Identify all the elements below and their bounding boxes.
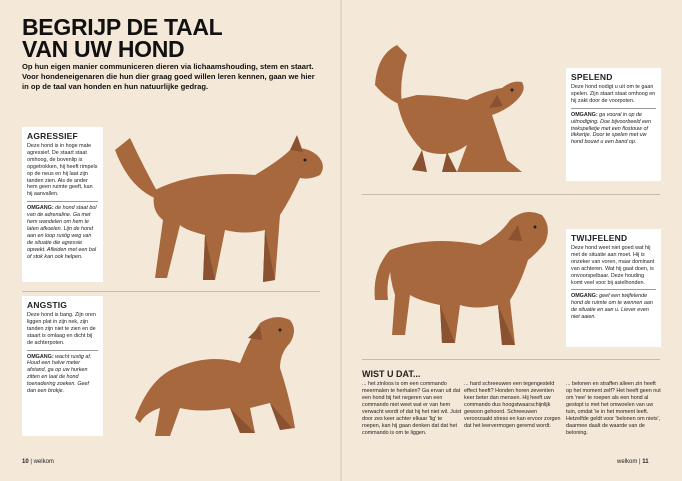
angstig-heading: ANGSTIG (27, 300, 68, 310)
twijfelend-tip-text: geef een twijfelende hond de ruimte om te wennen aan de situatie en aan u. Liever even niet aaien. (571, 293, 653, 321)
fearful-dog-illustration (130, 308, 305, 443)
divider (27, 201, 98, 202)
agressief-box (22, 127, 103, 282)
section-separator (22, 291, 320, 292)
angstig-tip-text: wacht rustig af. Houd een halve meter afstand, ga op uw hurken zitten en laat de hond toenadering zoeken. Geef dan een brokje. (27, 353, 92, 395)
left-page-number: 10 (22, 459, 29, 465)
divider (571, 108, 656, 109)
agressief-heading: AGRESSIEF (27, 131, 78, 141)
right-page-number: 11 (642, 459, 649, 465)
agressief-tip-text: de hond staat bol van de adrenaline. Ga met hem wandelen om hem te laten afkoelen. Lijn de hond aan en loop rustig weg van de situatie die agressie opwekt. Afleiden met een bal of stok kan ook helpen. (27, 205, 97, 260)
twijfelend-box (566, 229, 661, 347)
divider (27, 350, 98, 351)
spelend-heading: SPELEND (571, 72, 613, 82)
twijfelend-body: Deze hond weet niet goed wat hij met de situatie aan moet. Hij is onzeker van voren, maar dominant van achteren. Wat hij gaat doen, is onvoorspelbaar. Deze houding komt veel voor bij asielhonden. (571, 245, 655, 286)
spelend-tip-text: ga vooral in op de uitnodiging. Doe bijvoorbeeld een trekspelletje met een flostouw of tikkertje. Door te spelen met uw hond bouwt u een band op. (571, 111, 652, 146)
wist-u-dat-heading: WIST U DAT... (362, 369, 421, 379)
tip-label: OMGANG: (27, 205, 54, 212)
left-folio: 10 | welkom (22, 459, 54, 465)
twijfelend-tip (571, 293, 656, 321)
intro-text: Op hun eigen manier communiceren dieren via lichaamshouding, stem en staart. Voor hondeneigenaren die hun dier graag goed willen leren kennen, gaan we hier in op de taal van honden en hun natuurlijke gedrag. (22, 62, 315, 91)
angstig-tip (27, 354, 98, 395)
twijfelend-heading: TWIJFELEND (571, 233, 628, 243)
page-title: BEGRIJP DE TAAL VAN UW HOND (22, 14, 223, 62)
right-folio: welkom | 11 (617, 459, 649, 465)
aggressive-dog-illustration (105, 130, 330, 290)
spelend-body: Deze hond nodigt u uit om te gaan spelen. Zijn staart staat omhoog en hij zakt door de voorpoten. (571, 84, 656, 104)
agressief-body: Deze hond is in hoge mate agressief. De staart staat omhoog, de bovenlip is opgetrokken, hij heeft rimpels op de neus en hij laat zijn tanden zien. Als de ander hem geen ruimte geeft, kan hij aanvallen. (27, 143, 98, 198)
wist-u-dat-column-1: ... het zinloos is om een commando meermalen te herhalen? Ga ervan uit dat een hond bij het negeren van een commando niet weet wat er van hem verwacht wordt of dat hij het niet wil. Juist door zes keer achter elkaar 'lig' te roepen, kan hij gaan denken dat dat het commando is om te liggen. (362, 381, 462, 436)
spelend-tip (571, 112, 656, 147)
spelend-box (566, 68, 661, 181)
tip-label: OMGANG: (27, 353, 54, 360)
divider (571, 289, 656, 290)
angstig-body: Deze hond is bang. Zijn oren liggen plat in zijn nek, zijn tanden zijn niet te zien en de staart is omlaag en dicht bij de achterpoten. (27, 312, 96, 346)
wist-u-dat-column-3: ... belonen en straffen alleen zin heeft op het moment zelf? Het heeft geen nut om 'nee' te roepen als een hond al gestopt is met het omwoelen van uw tuin, omdat 'ie in het moment leeft. Hetzelfde geldt voor 'belonen om niets', daarmee daalt de waarde van de beloning. (566, 381, 661, 436)
section-separator (362, 359, 660, 360)
left-folio-label: welkom (33, 459, 54, 465)
agressief-tip (27, 205, 98, 260)
tip-label: OMGANG: (571, 111, 598, 118)
section-separator (362, 194, 660, 195)
tip-label: OMGANG: (571, 293, 598, 300)
doubtful-dog-illustration (370, 205, 560, 350)
right-folio-label: welkom (617, 459, 638, 465)
angstig-box (22, 296, 103, 436)
playful-dog-illustration (357, 40, 537, 180)
wist-u-dat-column-2: ... hard schreeuwen een tegengesteld effect heeft? Honden horen zeventien keer beter dan mensen. Hij heeft uw commando dus hoogstwaarschijnlijk gewoon gehoord. Schreeuwen veroorzaakt stress en kan ervoor zorgen dat het leervermogen geremd wordt. (464, 381, 561, 429)
